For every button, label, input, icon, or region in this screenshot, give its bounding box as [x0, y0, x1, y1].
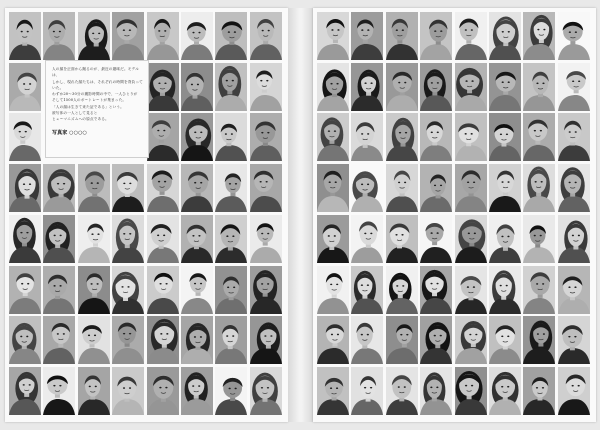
portrait-photo: [558, 164, 590, 212]
portrait-photo: [489, 12, 521, 60]
portrait-photo: [489, 367, 521, 415]
portrait-photo: [43, 12, 75, 60]
portrait-photo: [78, 12, 110, 60]
portrait-photo: [386, 63, 418, 111]
portrait-photo: [351, 266, 383, 314]
portrait-photo: [147, 266, 179, 314]
portrait-photo: [112, 316, 144, 364]
portrait-photo: [250, 63, 282, 111]
portrait-photo: [489, 164, 521, 212]
portrait-photo: [420, 316, 452, 364]
portrait-photo: [455, 63, 487, 111]
portrait-photo: [215, 63, 247, 111]
portrait-photo: [9, 316, 41, 364]
portrait-photo: [147, 12, 179, 60]
portrait-photo: [78, 367, 110, 415]
left-page: [5, 8, 288, 422]
portrait-photo: [78, 164, 110, 212]
portrait-photo: [386, 367, 418, 415]
portrait-photo: [78, 316, 110, 364]
portrait-photo: [489, 316, 521, 364]
portrait-photo: [386, 113, 418, 161]
portrait-photo: [215, 316, 247, 364]
portrait-photo: [317, 12, 349, 60]
portrait-photo: [523, 266, 555, 314]
portrait-photo: [215, 215, 247, 263]
portrait-photo: [147, 164, 179, 212]
portrait-photo: [558, 316, 590, 364]
portrait-photo: [181, 113, 213, 161]
portrait-photo: [351, 164, 383, 212]
portrait-photo: [558, 113, 590, 161]
portrait-photo: [420, 215, 452, 263]
portrait-photo: [43, 367, 75, 415]
portrait-photo: [43, 215, 75, 263]
intro-line-3: わずか20～30分の撮影時間の中で、一人ひとりが: [52, 92, 138, 97]
portrait-photo: [523, 215, 555, 263]
portrait-photo: [9, 164, 41, 212]
portrait-photo: [250, 164, 282, 212]
portrait-photo: [181, 12, 213, 60]
portrait-photo: [455, 12, 487, 60]
portrait-photo: [558, 367, 590, 415]
portrait-photo: [9, 367, 41, 415]
portrait-photo: [420, 113, 452, 161]
portrait-photo: [351, 12, 383, 60]
portrait-photo: [523, 12, 555, 60]
portrait-photo: [215, 12, 247, 60]
portrait-photo: [78, 266, 110, 314]
portrait-photo: [558, 12, 590, 60]
portrait-photo: [523, 113, 555, 161]
portrait-photo: [558, 63, 590, 111]
portrait-photo: [489, 215, 521, 263]
portrait-photo: [386, 266, 418, 314]
portrait-photo: [317, 367, 349, 415]
portrait-photo: [351, 215, 383, 263]
photographer-credit: 写真家 ○○○○: [52, 129, 87, 136]
portrait-photo: [455, 316, 487, 364]
portrait-photo: [420, 63, 452, 111]
portrait-photo: [78, 215, 110, 263]
portrait-photo: [558, 266, 590, 314]
portrait-photo: [489, 63, 521, 111]
portrait-photo: [317, 215, 349, 263]
portrait-photo: [250, 316, 282, 364]
portrait-photo: [181, 215, 213, 263]
portrait-photo: [386, 12, 418, 60]
intro-line-6: 被写体の一人として見ると: [52, 111, 98, 116]
portrait-photo: [455, 113, 487, 161]
portrait-photo: [420, 266, 452, 314]
portrait-photo: [317, 63, 349, 111]
intro-line-2: しかし、現れた顔たちは、それぞれの時間を背負っていた。: [52, 79, 143, 90]
portrait-photo: [181, 316, 213, 364]
portrait-photo: [420, 12, 452, 60]
portrait-photo: [9, 12, 41, 60]
portrait-photo: [455, 164, 487, 212]
portrait-photo: [9, 215, 41, 263]
portrait-photo: [250, 12, 282, 60]
portrait-photo: [215, 164, 247, 212]
portrait-photo: [112, 215, 144, 263]
portrait-photo: [558, 215, 590, 263]
portrait-photo: [215, 266, 247, 314]
portrait-photo: [420, 367, 452, 415]
right-page: [313, 8, 596, 422]
intro-line-7: ヒューマニズムへの原点である。: [52, 117, 109, 122]
portrait-photo: [181, 367, 213, 415]
portrait-photo: [317, 164, 349, 212]
portrait-photo: [489, 266, 521, 314]
portrait-photo: [147, 316, 179, 364]
portrait-photo: [386, 316, 418, 364]
portrait-photo: [317, 266, 349, 314]
portrait-photo: [523, 316, 555, 364]
portrait-photo: [351, 63, 383, 111]
intro-line-1: 人の顔を正面から撮るのが、最近の趣味だ。モデルは、: [52, 67, 139, 78]
portrait-photo: [215, 367, 247, 415]
portrait-photo: [523, 63, 555, 111]
portrait-photo: [489, 113, 521, 161]
portrait-photo: [181, 266, 213, 314]
portrait-photo: [351, 367, 383, 415]
portrait-photo: [9, 266, 41, 314]
portrait-photo: [215, 113, 247, 161]
portrait-photo: [386, 164, 418, 212]
portrait-photo: [112, 12, 144, 60]
portrait-photo: [455, 215, 487, 263]
portrait-photo: [147, 63, 179, 111]
portrait-photo: [181, 164, 213, 212]
intro-line-5: 「人の顔は生きて来た証である」という。: [52, 104, 124, 109]
intro-text-box: [45, 60, 149, 158]
portrait-photo: [351, 113, 383, 161]
portrait-photo: [147, 113, 179, 161]
portrait-photo: [147, 215, 179, 263]
portrait-photo: [9, 63, 41, 111]
portrait-photo: [523, 164, 555, 212]
portrait-photo: [181, 63, 213, 111]
portrait-photo: [43, 164, 75, 212]
portrait-photo: [455, 266, 487, 314]
book-gutter: [288, 8, 313, 422]
portrait-photo: [317, 113, 349, 161]
portrait-photo: [420, 164, 452, 212]
portrait-photo: [9, 113, 41, 161]
portrait-photo: [43, 266, 75, 314]
portrait-photo: [112, 266, 144, 314]
portrait-grid-right: [317, 12, 592, 418]
portrait-photo: [147, 367, 179, 415]
intro-line-4: そして1500人のポートレートが集まった。: [52, 98, 127, 103]
portrait-photo: [317, 316, 349, 364]
portrait-photo: [112, 367, 144, 415]
portrait-photo: [43, 316, 75, 364]
portrait-photo: [386, 215, 418, 263]
portrait-photo: [351, 316, 383, 364]
portrait-photo: [250, 266, 282, 314]
portrait-photo: [523, 367, 555, 415]
portrait-photo: [455, 367, 487, 415]
portrait-photo: [112, 164, 144, 212]
portrait-photo: [250, 367, 282, 415]
portrait-photo: [250, 113, 282, 161]
portrait-photo: [250, 215, 282, 263]
